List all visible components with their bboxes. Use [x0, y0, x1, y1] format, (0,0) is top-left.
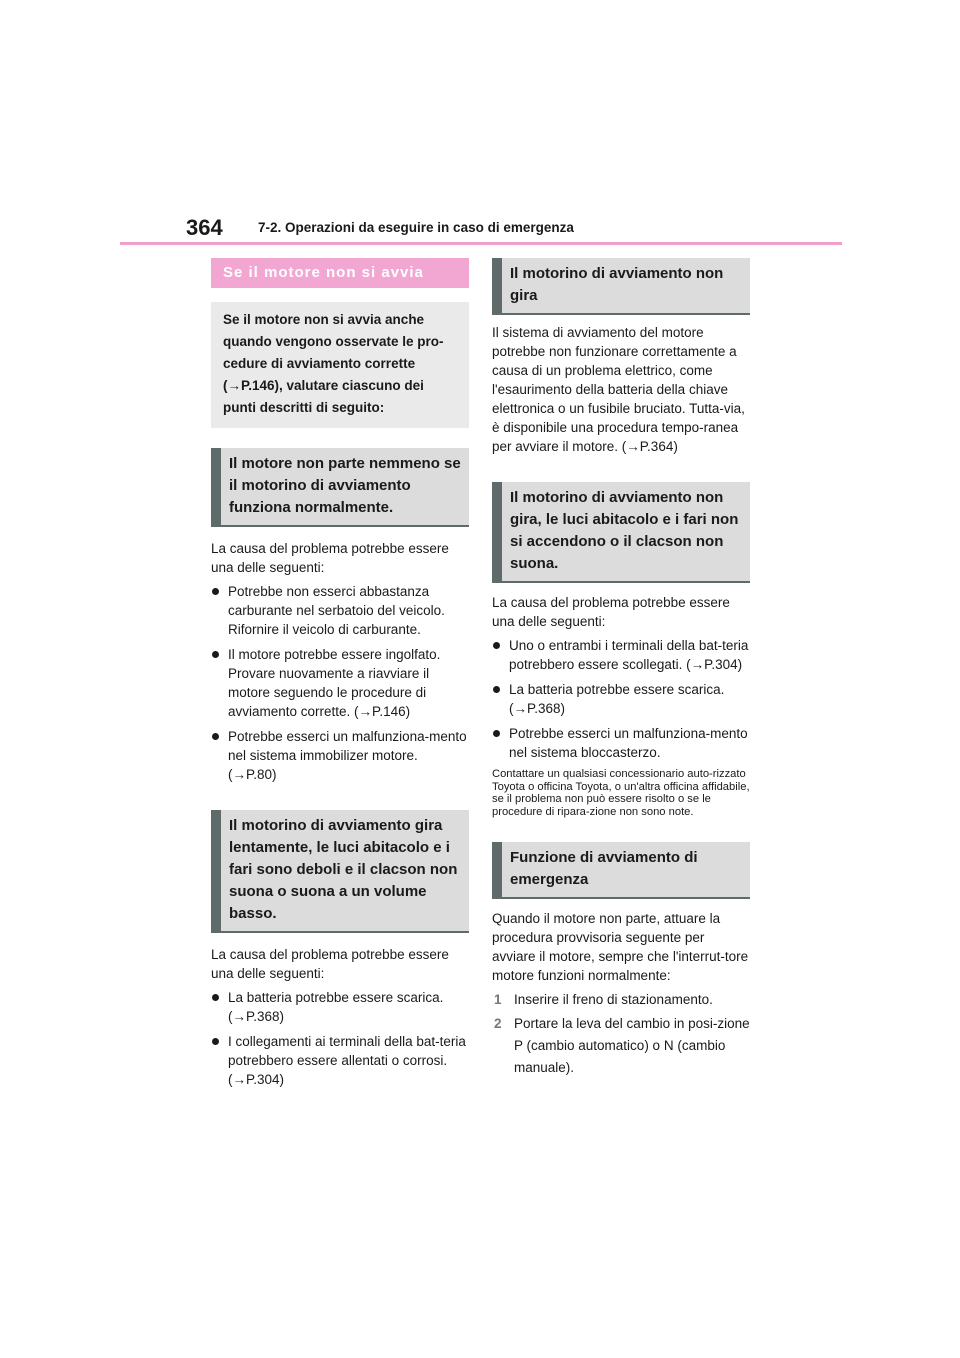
- bullet-icon: [212, 733, 219, 740]
- heading-emergency-start: Funzione di avviamento di emergenza: [492, 842, 750, 899]
- list-item: Potrebbe esserci un malfunziona-mento nel sistema bloccasterzo.: [492, 724, 750, 762]
- list-item: Uno o entrambi i terminali della bat-teria potrebbero essere scollegati. (→P.304): [492, 636, 750, 674]
- bullet-icon: [212, 651, 219, 658]
- bullet-icon: [493, 642, 500, 649]
- heading-starter-no-lights: Il motorino di avviamento non gira, le luci abitacolo e i fari non si accendono o il clacson non suona.: [492, 482, 750, 583]
- list-item: Potrebbe non esserci abbastanza carburante nel serbatoio del veicolo. Rifornire il veicolo di carburante.: [211, 582, 469, 639]
- left-column: [211, 258, 469, 1095]
- cause-list: [492, 636, 750, 762]
- step-item: 1 Inserire il freno di stazionamento.: [492, 989, 750, 1011]
- bullet-icon: [212, 588, 219, 595]
- section-banner: Se il motore non si avvia: [211, 258, 469, 288]
- cause-lead: La causa del problema potrebbe essere una delle seguenti:: [211, 947, 449, 981]
- dealer-note: Contattare un qualsiasi concessionario auto-rizzato Toyota o officina Toyota, o un'altra officina affidabile, se il problema non può essere risolto o se le procedure di ripara-zione non sono note.: [492, 768, 750, 818]
- cause-list: [211, 988, 469, 1089]
- step-item: 2 Portare la leva del cambio in posi-zione P (cambio automatico) o N (cambio manuale).: [492, 1013, 750, 1079]
- page-header: [0, 210, 960, 250]
- paragraph: Il sistema di avviamento del motore potrebbe non funzionare correttamente a causa di un problema elettrico, come l'esaurimento della batteria della chiave elettronica o un fusibile bruciato. Tutta-via, è disponibile una procedura tempo-ranea per avviare il motore. (→P.364): [492, 325, 745, 454]
- list-item: I collegamenti ai terminali della bat-teria potrebbero essere allentati o corrosi. (→P.304): [211, 1032, 469, 1089]
- bullet-icon: [493, 730, 500, 737]
- section-title: 7-2. Operazioni da eseguire in caso di emergenza: [258, 220, 574, 235]
- right-column: [492, 258, 750, 1081]
- list-item: Potrebbe esserci un malfunziona-mento nel sistema immobilizer motore. (→P.80): [211, 727, 469, 784]
- cause-list: [211, 582, 469, 784]
- page-number: 364: [186, 215, 223, 240]
- step-number: 1: [494, 992, 502, 1007]
- bullet-icon: [493, 686, 500, 693]
- bullet-icon: [212, 994, 219, 1001]
- step-number: 2: [494, 1016, 502, 1031]
- heading-starter-slow: Il motorino di avviamento gira lentamente, le luci abitacolo e i fari sono deboli e il clacson non suona o suona a un volume basso.: [211, 810, 469, 933]
- cause-lead: La causa del problema potrebbe essere una delle seguenti:: [492, 595, 730, 629]
- cause-lead: La causa del problema potrebbe essere una delle seguenti:: [211, 541, 449, 575]
- intro-box: Se il motore non si avvia anche quando vengono osservate le pro-cedure di avviamento corrette (→P.146), valutare ciascuno dei punti descritti di seguito:: [211, 302, 469, 428]
- bullet-icon: [212, 1038, 219, 1045]
- heading-starter-not-turn: Il motorino di avviamento non gira: [492, 258, 750, 315]
- list-item: Il motore potrebbe essere ingolfato. Provare nuovamente a riavviare il motore seguendo le procedure di avviamento corrette. (→P.146): [211, 645, 469, 721]
- list-item: La batteria potrebbe essere scarica. (→P.368): [492, 680, 750, 718]
- header-rule: [120, 242, 842, 245]
- step-list: [492, 989, 750, 1079]
- paragraph: Quando il motore non parte, attuare la procedura provvisoria seguente per avviare il motore, sempre che l'interrut-tore motore funzioni normalmente:: [492, 911, 749, 983]
- heading-engine-not-start: Il motore non parte nemmeno se il motorino di avviamento funziona normalmente.: [211, 448, 469, 527]
- list-item: La batteria potrebbe essere scarica. (→P.368): [211, 988, 469, 1026]
